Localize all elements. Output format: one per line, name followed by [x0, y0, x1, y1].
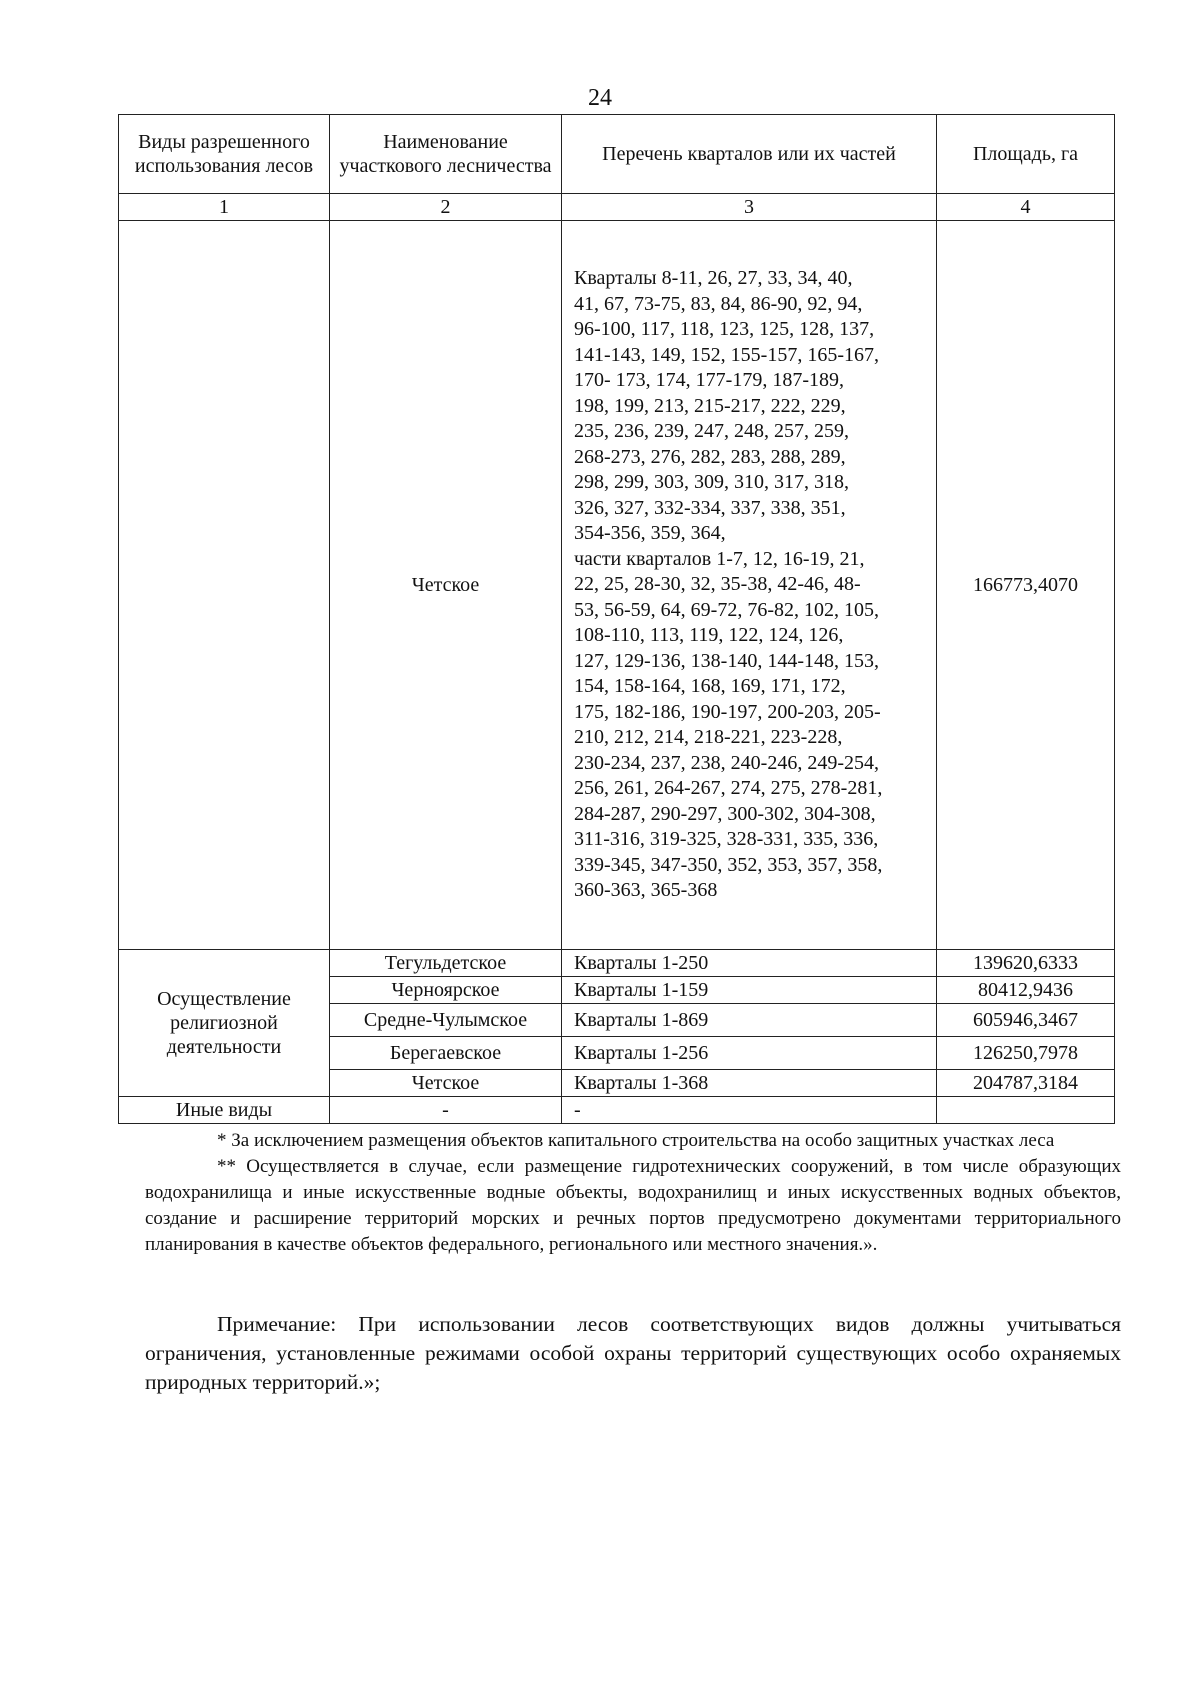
table-row — [119, 1097, 1115, 1124]
quarters-cell: Кварталы 1-256 — [562, 1037, 937, 1070]
forestry-cell: Четское — [330, 221, 562, 950]
area-cell: 204787,3184 — [937, 1070, 1115, 1097]
column-number-row — [119, 194, 1115, 221]
column-number: 4 — [937, 194, 1115, 221]
area-cell: 80412,9436 — [937, 977, 1115, 1004]
quarters-list: Кварталы 8-11, 26, 27, 33, 34, 40, 41, 67, 73-75, 83, 84, 86-90, 92, 94, 96-100, 117, 118, 123, 125, 128, 137, 141-143, 149, 152, 155-157, 165-167, 170- 173, 174, 177-179, 187-189, 198, 199, 213, 215-217, 222, 229, 235, 236, 239, 247, 248, 257, 259, 268-273, 276, 282, 283, 288, 289, 298, 299, 303, 309, 310, 317, 318, 326, 327, 332-334, 337, 338, 351, 354-356, 359, 364, части кварталов 1-7, 12, 16-19, 21, 22, 25, 28-30, 32, 35-38, 42-46, 48- 53, 56-59, 64, 69-72, 76-82, 102, 105, 108-110, 113, 119, 122, 124, 126, 127, 129-136, 138-140, 144-148, 153, 154, 158-164, 168, 169, 171, 172, 175, 182-186, 190-197, 200-203, 205- 210, 212, 214, 218-221, 223-228, 230-234, 237, 238, 240-246, 249-254, 256, 261, 264-267, 274, 275, 278-281, 284-287, 290-297, 300-302, 304-308, 311-316, 319-325, 328-331, 335, 336, 339-345, 347-350, 352, 353, 357, 358, 360-363, 365-368 — [574, 267, 883, 902]
use-type-cell — [119, 221, 330, 950]
table-row — [119, 950, 1115, 977]
column-number: 1 — [119, 194, 330, 221]
table-row — [119, 221, 1115, 950]
table-header-row — [119, 115, 1115, 194]
quarters-cell: Кварталы 1-250 — [562, 950, 937, 977]
header-quarters: Перечень кварталов или их частей — [562, 115, 937, 194]
forestry-cell: - — [330, 1097, 562, 1124]
area-cell: 139620,6333 — [937, 950, 1115, 977]
use-type-cell: Осуществление религиозной деятельности — [119, 950, 330, 1097]
forest-use-table — [118, 114, 1115, 1124]
quarters-cell: Кварталы 1-869 — [562, 1004, 937, 1037]
area-cell: 166773,4070 — [937, 221, 1115, 950]
footnote: * За исключением размещения объектов капитального строительства на особо защитных участках леса — [217, 1130, 1055, 1151]
forestry-cell: Четское — [330, 1070, 562, 1097]
forestry-cell: Средне-Чулымское — [330, 1004, 562, 1037]
area-cell — [937, 1097, 1115, 1124]
area-cell: 126250,7978 — [937, 1037, 1115, 1070]
note-paragraph — [145, 1310, 1121, 1397]
header-use-type: Виды разрешенного использования лесов — [119, 115, 330, 194]
use-type-cell: Иные виды — [119, 1097, 330, 1124]
note-text: Примечание: При использовании лесов соответствующих видов должны учитываться ограничения, установленные режимами особой охраны территорий существующих особо охраняемых природных территорий.»; — [145, 1312, 1121, 1394]
forestry-cell: Черноярское — [330, 977, 562, 1004]
quarters-cell: Кварталы 1-368 — [562, 1070, 937, 1097]
forestry-cell: Тегульдетское — [330, 950, 562, 977]
column-number: 3 — [562, 194, 937, 221]
column-number: 2 — [330, 194, 562, 221]
quarters-cell — [562, 221, 937, 950]
page-number: 24 — [588, 85, 612, 111]
quarters-cell: Кварталы 1-159 — [562, 977, 937, 1004]
footnote: ** Осуществляется в случае, если размещение гидротехнических сооружений, в том числе образующих водохранилища и иные искусственные водные объекты, водохранилищ и иных искусственных водных объектов, создание и расширение территорий морских и речных портов предусмотрено документами территориального планирования в качестве объектов федерального, регионального или местного значения.». — [145, 1156, 1121, 1255]
area-cell: 605946,3467 — [937, 1004, 1115, 1037]
forestry-cell: Берегаевское — [330, 1037, 562, 1070]
header-forestry: Наименование участкового лесничества — [330, 115, 562, 194]
header-area: Площадь, га — [937, 115, 1115, 194]
footnotes — [145, 1128, 1121, 1258]
quarters-cell: - — [562, 1097, 937, 1124]
